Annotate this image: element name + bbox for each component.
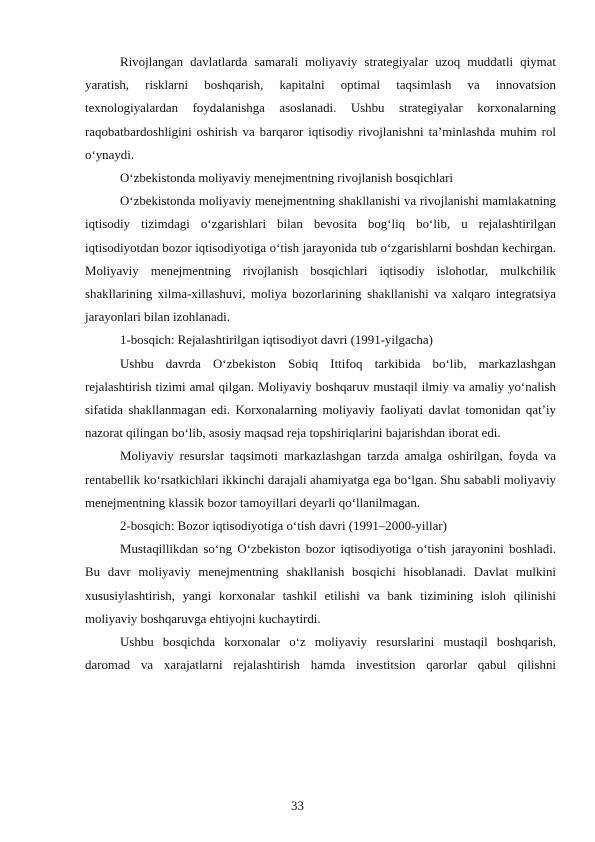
paragraph-intro: Rivojlangan davlatlarda samarali moliyaviy strategiyalar uzoq muddatli qiymat yaratish, risklarni boshqarish, kapitalni optimal taqsimlash va innovatsion texnologiyalardan foydalanishga asoslanadi. Ushbu strategiyalar korxonalarning raqobatbardoshligini oshirish va barqaror iqtisodiy rivojlanishni ta’minlashda muhim rol o‘ynaydi. [85, 55, 556, 162]
section-heading: O‘zbekistonda moliyaviy menejmentning rivojlanish bosqichlari [120, 171, 453, 186]
paragraph-stage-1-resources: Moliyaviy resurslar taqsimoti markazlashgan tarzda amalga oshirilgan, foyda va rentabellik ko‘rsatkichlari ikkinchi darajali ahamiyatga ega bo‘lgan. Shu sababli moliyaviy menejmentning klassik bozor tamoyillari deyarli qo‘llanilmagan. [85, 449, 556, 510]
document-body [85, 51, 556, 677]
paragraph-stage-2-continued: Ushbu bosqichda korxonalar o‘z moliyaviy resurslarini mustaqil boshqarish, daromad va xarajatlarni rejalashtirish hamda investitsion qarorlar qabul qilishni [85, 635, 556, 673]
paragraph-stage-1: Ushbu davrda O‘zbekiston Sobiq Ittifoq tarkibida bo‘lib, markazlashgan rejalashtirish tizimi amal qilgan. Moliyaviy boshqaruv mustaqil ilmiy va amaliy yo‘nalish sifatida shakllanmagan edi. Korxonalarning moliyaviy faoliyati davlat tomonidan qat’iy nazorat qilingan bo‘lib, asosiy maqsad reja topshiriqlarini bajarishdan iborat edi. [85, 356, 556, 441]
stage-2-heading: 2-bosqich: Bozor iqtisodiyotiga o‘tish davri (1991–2000-yillar) [120, 519, 447, 534]
paragraph-overview: O‘zbekistonda moliyaviy menejmentning shakllanishi va rivojlanishi mamlakatning iqtisodiy tizimdagi o‘zgarishlari bilan bevosita bog‘liq bo‘lib, u rejalashtirilgan iqtisodiyotdan bozor iqtisodiyotiga o‘tish jarayonida tub o‘zgarishlarni boshdan kechirgan. Moliyaviy menejmentning rivojlanish bosqichlari iqtisodiy islohotlar, mulkchilik shakllarining xilma-xillashuvi, moliya bozorlarining shakllanishi va xalqaro integratsiya jarayonlari bilan izohlanadi. [85, 194, 556, 325]
page-number: 33 [291, 799, 304, 813]
stage-1-heading: 1-bosqich: Rejalashtirilgan iqtisodiyot davri (1991-yilgacha) [120, 333, 433, 348]
paragraph-stage-2: Mustaqillikdan so‘ng O‘zbekiston bozor iqtisodiyotiga o‘tish jarayonini boshladi. Bu davr moliyaviy menejmentning shakllanish bosqichi hisoblanadi. Davlat mulkini xususiylashtirish, yangi korxonalar tashkil etilishi va bank tizimining isloh qilinishi moliyaviy boshqaruvga ehtiyojni kuchaytirdi. [85, 542, 556, 626]
